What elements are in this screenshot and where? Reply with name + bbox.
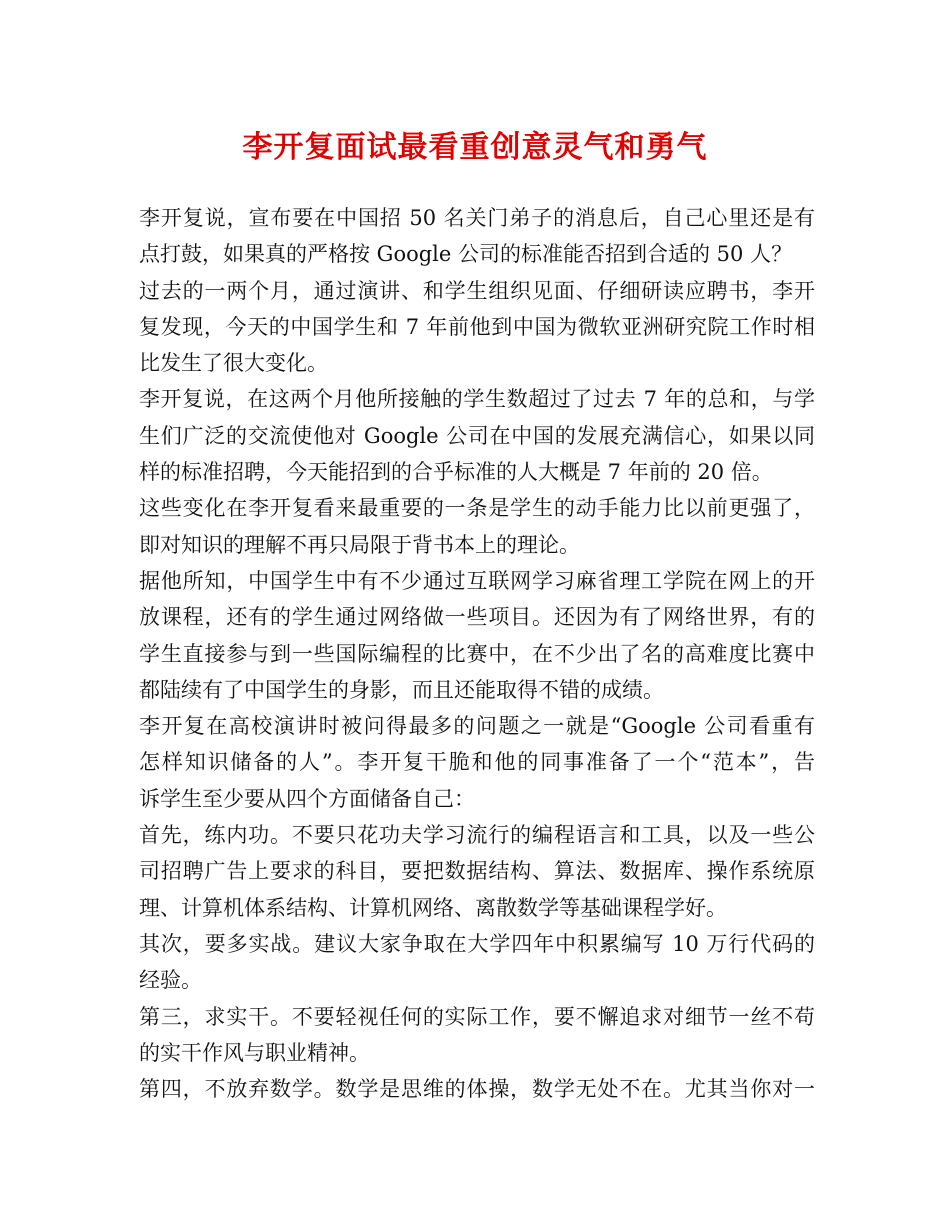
paragraph-line: 怎样知识储备的人”。李开复干脆和他的同事准备了一个“范本”，告 <box>139 750 815 775</box>
paragraph <box>139 1071 815 1107</box>
paragraph <box>139 926 815 999</box>
paragraph-line: 首先，练内功。不要只花功夫学习流行的编程语言和工具，以及一些公 <box>139 823 815 848</box>
paragraph-line: 理、计算机体系结构、计算机网络、离散数学等基础课程学好。 <box>139 895 727 920</box>
paragraph <box>139 999 815 1072</box>
paragraph-line: 这些变化在李开复看来最重要的一条是学生的动手能力比以前更强了， <box>139 496 815 521</box>
paragraph-line: 过去的一两个月，通过演讲、和学生组织见面、仔细研读应聘书，李开 <box>139 278 815 303</box>
paragraph-line: 点打鼓，如果真的严格按 Google 公司的标准能否招到合适的 50 人？ <box>139 242 793 267</box>
article-body <box>139 200 815 1107</box>
paragraph-line: 司招聘广告上要求的科目，要把数据结构、算法、数据库、操作系统原 <box>139 859 815 884</box>
paragraph-line: 即对知识的理解不再只局限于背书本上的理论。 <box>139 532 580 557</box>
paragraph-line: 其次，要多实战。建议大家争取在大学四年中积累编写 10 万行代码的 <box>139 931 815 956</box>
page-title: 李开复面试最看重创意灵气和勇气 <box>242 130 708 165</box>
paragraph-line: 都陆续有了中国学生的身影，而且还能取得不错的成绩。 <box>139 677 664 702</box>
paragraph <box>139 708 815 817</box>
paragraph-line: 比发生了很大变化。 <box>139 351 328 376</box>
paragraph-line: 复发现，今天的中国学生和 7 年前他到中国为微软亚洲研究院工作时相 <box>139 314 815 339</box>
paragraph <box>139 563 815 708</box>
paragraph-line: 经验。 <box>139 968 202 993</box>
paragraph <box>139 490 815 563</box>
paragraph-line: 李开复说，在这两个月他所接触的学生数超过了过去 7 年的总和，与学 <box>139 387 815 412</box>
paragraph-line: 放课程，还有的学生通过网络做一些项目。还因为有了网络世界，有的 <box>139 605 815 630</box>
paragraph-line: 学生直接参与到一些国际编程的比赛中，在不少出了名的高难度比赛中 <box>139 641 815 666</box>
paragraph-line: 第四，不放弃数学。数学是思维的体操，数学无处不在。尤其当你对一 <box>139 1077 815 1102</box>
paragraph-line: 第三，求实干。不要轻视任何的实际工作，要不懈追求对细节一丝不苟 <box>139 1004 815 1029</box>
paragraph-line: 生们广泛的交流使他对 Google 公司在中国的发展充满信心，如果以同 <box>139 423 815 448</box>
paragraph <box>139 273 815 382</box>
paragraph-line: 的实干作风与职业精神。 <box>139 1040 370 1065</box>
paragraph <box>139 381 815 490</box>
paragraph-line: 李开复在高校演讲时被问得最多的问题之一就是“Google 公司看重有 <box>139 714 815 739</box>
paragraph <box>139 817 815 926</box>
paragraph-line: 样的标准招聘，今天能招到的合乎标准的人大概是 7 年前的 20 倍。 <box>139 460 773 485</box>
paragraph-line: 李开复说，宣布要在中国招 50 名关门弟子的消息后，自己心里还是有 <box>139 206 815 230</box>
paragraph-line: 据他所知，中国学生中有不少通过互联网学习麻省理工学院在网上的开 <box>139 568 815 593</box>
paragraph-line: 诉学生至少要从四个方面储备自己： <box>139 786 475 811</box>
paragraph <box>139 200 815 273</box>
